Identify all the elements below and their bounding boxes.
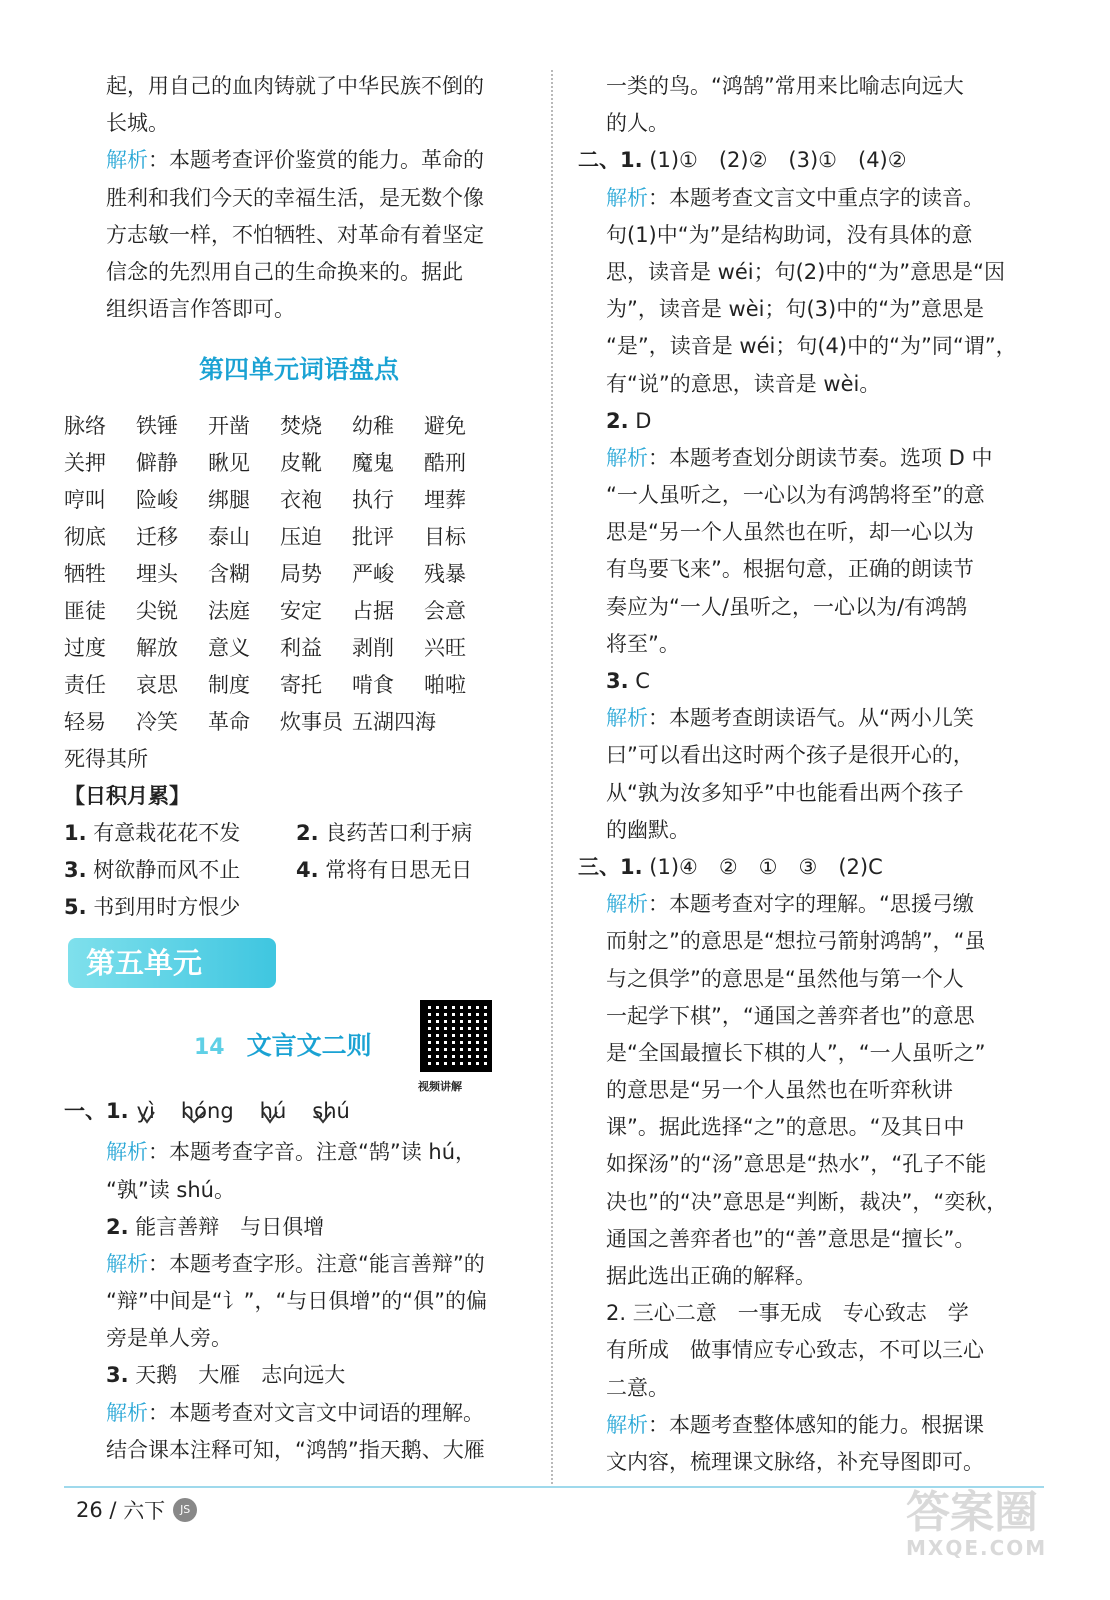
vocab-word: 彻底: [64, 525, 106, 550]
text-line: 思，读音是 wéi；句(2)中的“为”意思是“因: [606, 259, 1005, 284]
text-line: 的人。: [606, 111, 669, 136]
pinyin-item: yì: [136, 1099, 155, 1124]
vocab-word: 啃食: [352, 673, 394, 698]
vocab-word: 铁锤: [136, 414, 178, 439]
vocab-word: 瞅见: [208, 451, 250, 476]
text-line: 胜利和我们今天的幸福生活，是无数个像: [106, 185, 484, 210]
text-line: 有鸟要飞来”。根据句意，正确的朗读节: [606, 557, 974, 582]
vocab-word: 幼稚: [352, 414, 394, 439]
vocab-word: 险峻: [136, 488, 178, 513]
column-divider: [551, 70, 553, 1488]
text-line: 将至”。: [606, 631, 680, 656]
vocab-word: 兴旺: [424, 636, 466, 661]
vocab-word: 批评: [352, 525, 394, 550]
question-line: 三、1. (1)④ ② ① ③ (2)C: [578, 854, 883, 879]
vocab-word: 衣袍: [280, 488, 322, 513]
vocab-word: 哼叫: [64, 488, 106, 513]
question-line: 3. C: [606, 669, 650, 693]
qr-label: 视频讲解: [418, 1080, 462, 1094]
question-line: 二、1. (1)① (2)② (3)① (4)②: [578, 148, 907, 173]
vocab-word: 绑腿: [208, 488, 250, 513]
vocab-word: 泰山: [208, 525, 250, 550]
vocab-word: 魔鬼: [352, 451, 394, 476]
vocab-word: 严峻: [352, 562, 394, 587]
page-footer: 26 / 六下 JS: [76, 1495, 197, 1525]
vocab-word: 利益: [280, 636, 322, 661]
text-line: 二意。: [606, 1375, 669, 1400]
js-badge-icon: JS: [173, 1498, 197, 1522]
text-line: 与之俱学”的意思是“虽然他与第一个人: [606, 966, 964, 991]
vocab-word: 脉络: [64, 414, 106, 439]
text-line: 如探汤”的“汤”意思是“热水”，“孔子不能: [606, 1152, 987, 1177]
vocab-word: 局势: [280, 562, 322, 587]
vocab-word: 压迫: [280, 525, 322, 550]
text-line: 曰”可以看出这时两个孩子是很开心的，: [606, 743, 974, 768]
vocab-word: 炊事员: [280, 710, 343, 735]
analysis-line: 解析：本题考查文言文中重点字的读音。: [606, 185, 984, 210]
daily-row: 1. 有意栽花花不发 2. 良药苦口利于病: [64, 821, 473, 846]
vocab-word: 会意: [424, 599, 466, 624]
vocab-word: 执行: [352, 488, 394, 513]
text-line: “是”，读音是 wéi；句(4)中的“为”同“谓”，: [606, 334, 1017, 359]
pinyin-item: hú: [259, 1099, 287, 1124]
vocab-word: 尖锐: [136, 599, 178, 624]
vocab-word: 僻静: [136, 451, 178, 476]
vocab-word: 开凿: [208, 414, 250, 439]
vocab-word: 哀思: [136, 673, 178, 698]
text-line: 而射之”的意思是“想拉弓箭射鸿鹄”，“虽: [606, 929, 986, 954]
text-line: 有“说”的意思，读音是 wèi。: [606, 371, 881, 396]
vocab-word: 啪啦: [424, 673, 466, 698]
text-line: 有所成 做事情应专心致志，不可以三心: [606, 1338, 984, 1363]
vocab-word: 轻易: [64, 710, 106, 735]
analysis-line: 解析：本题考查评价鉴赏的能力。革命的: [106, 148, 484, 173]
unit-banner: 第五单元: [68, 938, 276, 988]
text-line: 据此选出正确的解释。: [606, 1264, 816, 1288]
text-line: “孰”读 shú。: [106, 1177, 235, 1202]
text-line: 为”，读音是 wèi；句(3)中的“为”意思是: [606, 297, 984, 322]
vocab-word: 埋葬: [424, 488, 466, 513]
footer-rule: [64, 1486, 1044, 1488]
vocab-word: 牺牲: [64, 562, 106, 587]
vocab-word: 意义: [208, 636, 250, 661]
question-line: 2. D: [606, 408, 652, 433]
qr-code-icon[interactable]: [420, 1000, 492, 1072]
grade-label: 六下: [123, 1499, 166, 1523]
daily-row: 3. 树欲静而风不止 4. 常将有日思无日: [64, 858, 473, 883]
left-column: [64, 68, 534, 1469]
vocab-word: 焚烧: [280, 414, 322, 439]
text-line: 长城。: [106, 111, 169, 136]
text-line: 结合课本注释可知，“鸿鹄”指天鹅、大雁: [106, 1437, 485, 1462]
vocab-word: 皮靴: [280, 451, 322, 476]
text-line: 文内容，梳理课文脉络，补充导图即可。: [606, 1449, 984, 1474]
vocab-word: 制度: [208, 673, 250, 698]
vocab-title: 第四单元词语盘点: [198, 355, 399, 385]
text-line: 从“孰为汝多知乎”中也能看出两个孩子: [606, 780, 964, 805]
analysis-line: 解析：本题考查对文言文中词语的理解。: [106, 1400, 484, 1425]
page-number: 26: [76, 1498, 103, 1522]
text-line: 思是“另一个人虽然也在听，却一心以为: [606, 520, 974, 545]
analysis-label: 解析: [106, 148, 148, 173]
analysis-line: 解析：本题考查对字的理解。“思援弓缴: [606, 892, 974, 917]
vocab-word: 剥削: [352, 636, 394, 661]
daily-label: 【日积月累】: [64, 784, 190, 809]
text-line: 信念的先烈用自己的生命换来的。据此: [106, 259, 463, 284]
pinyin-row: 一、1. yì hóng hú shú: [64, 1088, 534, 1134]
vocab-word: 关押: [64, 451, 106, 476]
lesson-header: [64, 1000, 534, 1094]
vocab-word: 安定: [280, 599, 322, 624]
text-line: 是“全国最擅长下棋的人”，“一人虽听之”: [606, 1040, 986, 1065]
vocab-word: 目标: [424, 525, 466, 550]
vocab-word: 五湖四海: [352, 710, 436, 735]
vocab-word: 解放: [136, 636, 178, 661]
vocab-word: 残暴: [424, 562, 466, 587]
lesson-title: 14 文言文二则: [194, 1031, 372, 1061]
pinyin-item: hóng: [180, 1099, 234, 1124]
question-line: 3. 天鹅 大雁 志向远大: [106, 1363, 346, 1388]
watermark: 答案圈 MXQE.COM: [906, 1487, 1048, 1560]
vocab-word: 含糊: [208, 562, 250, 587]
vocab-word: 寄托: [280, 673, 322, 698]
vocab-word: 埋头: [136, 562, 178, 587]
text-line: 的意思是“另一个人虽然也在听弈秋讲: [606, 1078, 953, 1103]
vocab-word: 避免: [424, 414, 466, 439]
vocab-word: 占据: [352, 599, 394, 624]
vocab-word: 酷刑: [424, 451, 466, 476]
daily-row: 5. 书到用时方恨少: [64, 895, 241, 920]
vocab-word: 冷笑: [136, 710, 178, 735]
question-line: 2. 三心二意 一事无成 专心致志 学: [606, 1301, 969, 1326]
pinyin-item: shú: [312, 1099, 350, 1124]
text-line: 一类的鸟。“鸿鹄”常用来比喻志向远大: [606, 74, 964, 98]
text-line: 决也”的“决”意思是“判断，裁决”，“奕秋，: [606, 1189, 1008, 1214]
vocab-word: 法庭: [208, 599, 250, 624]
analysis-line: 解析：本题考查字音。注意“鹄”读 hú，: [106, 1140, 477, 1165]
vocab-word: 迁移: [136, 525, 178, 550]
text-line: 旁是单人旁。: [106, 1326, 232, 1351]
vocab-word: 死得其所: [64, 747, 148, 772]
text-line: 起，用自己的血肉铸就了中华民族不倒的: [106, 74, 484, 98]
text-line: “辩”中间是“讠”，“与日俱增”的“俱”的偏: [106, 1289, 488, 1314]
vocab-word: 过度: [64, 636, 106, 661]
analysis-line: 解析：本题考查划分朗读节奏。选项 D 中: [606, 445, 993, 470]
text-line: 通国之善弈者也”的“善”意思是“擅长”。: [606, 1226, 976, 1251]
text-line: 奏应为“一人/虽听之，一心以为/有鸿鹄: [606, 594, 968, 619]
right-column: [578, 68, 1046, 1481]
text-line: 方志敏一样，不怕牺牲、对革命有着坚定: [106, 222, 484, 247]
text-line: 句(1)中“为”是结构助词，没有具体的意: [606, 222, 973, 247]
vocab-grid: [64, 408, 534, 778]
analysis-line: 解析：本题考查字形。注意“能言善辩”的: [106, 1251, 485, 1276]
vocab-word: 匪徒: [64, 599, 106, 624]
analysis-line: 解析：本题考查朗读语气。从“两小儿笑: [606, 706, 974, 731]
analysis-line: 解析：本题考查整体感知的能力。根据课: [606, 1412, 984, 1437]
text-line: 课”。据此选择“之”的意思。“及其日中: [606, 1115, 965, 1140]
text-line: 的幽默。: [606, 817, 690, 842]
vocab-word: 革命: [208, 710, 250, 735]
question-line: 2. 能言善辩 与日俱增: [106, 1214, 325, 1239]
text-line: 一起学下棋”，“通国之善弈者也”的意思: [606, 1003, 975, 1028]
text-line: “一人虽听之，一心以为有鸿鹄将至”的意: [606, 483, 985, 508]
vocab-word: 责任: [64, 673, 106, 698]
text-line: 组织语言作答即可。: [106, 297, 295, 322]
